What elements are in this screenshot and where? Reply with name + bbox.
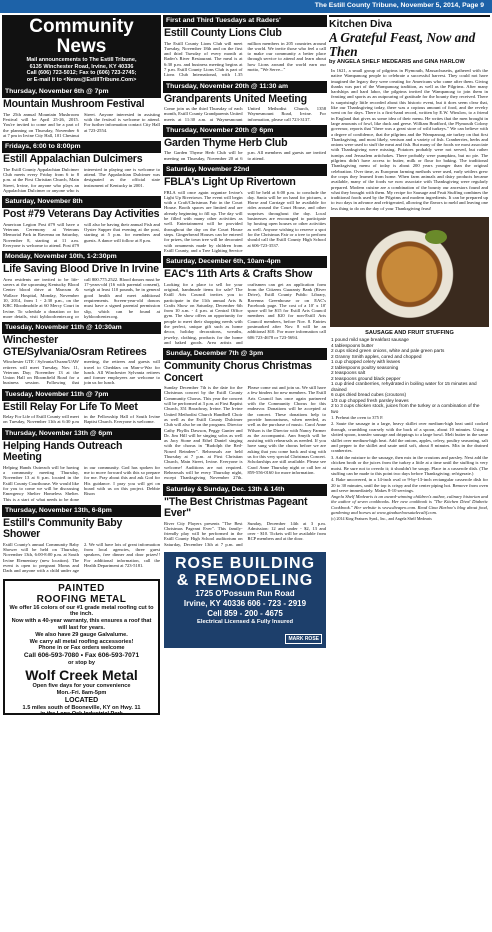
announcement [163, 15, 327, 81]
date-bar: Thursday, November 13th, 6-8pm [2, 505, 161, 517]
date-bar: Fridays, 6:00 to 8:00pm [2, 141, 161, 153]
announcement [163, 125, 327, 164]
announcement-body: Estill County's annual Community Baby Shower will be held on Thursday, November 13th, 6:00-8:00 p.m. at South Irvine Elementary (new location). The event is open to pregnant Moms and Dads and anyone with a child under age 2. We will have lots of great information from local agencies, three guest speakers, free dinner and door prizes!! For additional information, call the Health Department at 723-5181. [3, 541, 160, 574]
announcement-body: Come join us the third Thursday of each month, Estill County Grandparents United meets at 11:30 a.m. at Waynesmount United Methodist Church, 1358 Waynesmount Road, Irvine. For information, please call 723-3137. [164, 106, 326, 122]
stuffing-photo [330, 217, 489, 327]
ad-line: Open five days for your convenience [32, 683, 131, 690]
announcement-headline: Estill Relay For Life To Meet [3, 400, 138, 413]
ad-line: or stop by [67, 660, 96, 667]
recipe [329, 330, 490, 494]
announcement [163, 484, 327, 550]
ingredient: 2 cups sliced green onions, white and pale green parts [331, 348, 445, 354]
announcement-headline: Garden Thyme Herb Club [164, 136, 288, 149]
author-bio: Angela Shelf Medearis is an award-winning children's author, culinary historian and the author of seven cookbooks. Her new cookbook is "The Kitchen Diva! Diabetic Cookbook." Her website is www.divapro.com. Read Gina Harlow's blog about food, gardening and horses at www.ginaharlowsatalecalif.com. [331, 493, 488, 515]
announcement-headline: Life Saving Blood Drive In Irvine [3, 263, 159, 276]
ad-line: We offer 16 colors of our #1 grade metal roofing cut to the inch. [9, 604, 154, 618]
announcement-headline: Mountain Mushroom Festival [3, 98, 145, 111]
ad-company-name: Wolf Creek Metal [25, 667, 138, 684]
ad-license: Electrical Licensed & Fully Insured [196, 619, 293, 626]
announcement [2, 389, 161, 428]
ingredient: 2 Granny Smith apples, cored and chopped [331, 353, 422, 359]
recipe-steps [331, 415, 488, 494]
column-title: Kitchen Diva [329, 19, 392, 30]
copyright: (c) 2014 King Features Synd., Inc., and Angela Shelf Medearis [331, 516, 432, 522]
announcement-body: Sunday December 7th is the date for the Christmas concert by the Estill County Community Chorus. This year the concert will be performed at 3 p.m. at First Baptist Church, 351 Broadway, Irvine. The Irvine United Methodist Church Handbell Choir as well as the Estill County Dulcimer Club will also be on the program. Director Cathy Phyllis Dawson, Peggy Gunter and Dr. Jim Hill will be singing solos as well as Jacy Stone and Ethel Daniel singing with the chorus in "Rudolph the Red-Nosed Reindeer". Rehearsals are held Thursday at 7 p.m. at First Christian Church, Main Street, Irvine. Everyone is welcome! Auditions are not required. Rehearsals will be every Thursday night, except Thanksgiving November 27th. Please come out and join us. We still have a few binders for new members. The Estill Arts Council has once again partnered with the Community Chorus for this endeavor. Donations will be accepted at the concert. These donations help to provide honorariums, when needed, as well as the purchase of music. Carol Anne Wilson is the Director with Nancy Farmer as the accompanist. Ann Smyth will be assisting with rehearsals as needed. If you have sung with the chorus before we are asking that you come back and sing with us for this very special Christmas Concert. Scholarships are still available. Please see Carol Anne Thursday night or call her at 859-556-0160 for more information. [164, 385, 326, 481]
recipe-step: 3. Add the mixture to the sausage, then mix in the croutons and parsley. Next add the chicken broth or the juices from the turkey a little at a time until the stuffing is very moist. Be sure not to overdo it; it shouldn't be soupy. Place in a casserole dish. (The stuffing can be made to this point two days before Thanksgiving; refrigerate.) [331, 454, 488, 477]
ingredient: 6 cups dried bread cubes (croutons) [331, 392, 407, 398]
announcement-body: The 25th annual Mountain Mushroom Festival will be April 25-26, 2015. You're invited to come and be a part of the planning on Thursday, November 6 at 7 pm in Irvine City Hall, 101 Chestnut Street. Anyone interested in assisting with the festival is welcome to attend. For further information contact City Hall at 723-2554. [3, 111, 160, 139]
recipe-step: 4. Bake uncovered, in a 14-inch oval or 9-by-13-inch rectangular casserole dish for 20 to 30 minutes, until the top is crispy and the center piping hot. Remove from oven and serve immediately. Makes 8-10 servings. [331, 477, 488, 494]
ad-located: LOCATED [64, 696, 99, 704]
announcement-body: Relay For Life of Estill County will meet on Tuesday, November 11th at 6:30 p.m in the Fellowship Hall of South Irvine Baptist Church. Everyone is welcome. [3, 414, 160, 425]
ingredient: 2 tablespoons poultry seasoning [331, 364, 399, 370]
ad-phone: Call 606-593-7080 • Fax 606-593-7071 [23, 652, 140, 660]
recipe-step: 1. Preheat the oven to 375 F. [331, 415, 384, 421]
date-bar: Tuesday, November 11th @ 10:30am [2, 322, 161, 334]
ad-cell: Cell 859 - 200 - 4675 [207, 609, 283, 619]
announcement [2, 196, 161, 251]
ad-headline-1: PAINTED [58, 582, 105, 594]
announcement-headline: EAC's 11th Arts & Crafts Show [164, 268, 313, 281]
announcement [2, 505, 161, 577]
announcement-headline: Community Chorus Christmas Concert [164, 360, 312, 384]
mast-line-1: Mail announcements to The Estill Tribune, [26, 57, 137, 63]
announcement-body: Helping Hands Outreach will be having a community meeting Thursday, November 13 at 6 p.m. located in the Estill County Courthouse. We would like for you to come we will be discussing Emergency Shelter Homeless Shelter. This is a start of what needs to be done in our community. God has spoken for me to move forward with this so prepare for me. Pray about this and ask God for His guidance. I pray you will get on board with us on this project. Debbie Rison [3, 464, 160, 502]
date-bar: Thursday, November 20th @ 11:30 am [163, 81, 327, 93]
kitchen-diva-article [329, 15, 490, 214]
ad-owner-logo: MARK ROSE [285, 634, 322, 644]
column-middle [163, 15, 327, 927]
date-bar: Tuesday, November 11th @ 7pm [2, 389, 161, 401]
ingredient: 2 teaspoons ground black pepper [331, 375, 401, 381]
ad-name-2: & REMODELING [176, 572, 314, 590]
ad-address: 1725 O'Possum Run Road [195, 589, 295, 599]
ingredient: 1 cup dried cranberries, rehydrated in boiling water for 15 minutes and drained [331, 381, 477, 392]
announcement-body: Looking for a place to sell for your original, handmade items for sale? The Estill Arts Council invites you to participate in the 11th annual Arts & Crafts Show on Saturday, December 6th from 10 a.m. - 4 p.m. at Central Office gym. The show offers an opportunity for people to meet their shopping needs with the perfect, unique gift such as home decor, holiday decorations, wreaths, jewelry, clothing, products for the home and baked goods. Area artists and craftsmen can get an application form from the Citizens Guaranty Bank (River Drive), Estill County Public Library, Ravenna Greenhouse or on EAC's Facebook page. The cost of a 10' x 10' space will be $15 for Estill Arts Council members and $20 for non-Estill Arts Council members, before Nov. 8. Entries postmarked after Nov. 8 will be an additional $10. For more information call 606 723-4678 or 723-5694. [164, 281, 326, 345]
recipe-step: 2. Saute the sausage in a large, heavy skillet over medium-high heat until cooked through, crumbling coarsely with the back of a spoon, about 10 minutes. Using a slotted spoon, transfer sausage and drippings to a large bowl. Melt butter in the same skillet over medium-high heat. Add the onions, apples, celery, poultry seasoning, salt and pepper to the skillet and saute until soft, about 8 minutes. Mix in the drained cranberries. [331, 421, 488, 454]
ingredient: 4 tablespoons butter [331, 342, 374, 348]
mast-line-3: Call (606) 723-5012; Fax to (606) 723-2745; [26, 70, 137, 77]
recipe-title: SAUSAGE AND FRUIT STUFFING [365, 330, 454, 337]
community-news-masthead [2, 15, 161, 86]
announcement-headline: Estill's Community Baby Shower [3, 516, 123, 541]
ad-line: We also have 29 gauge Galvalume. [35, 631, 128, 638]
ad-name: ROSE BUILDING [174, 555, 316, 573]
article-headline: A Grateful Feast, Now and Then [329, 30, 476, 59]
announcements-left [2, 86, 161, 576]
byline: by ANGELA SHELF MEDEARIS and GINA HARLOW [329, 59, 465, 65]
ad-line: 1.5 miles south of Booneville, KY on Hwy. 11 [22, 704, 141, 711]
announcement-headline: Helping Hands Outreach Meeting [3, 439, 123, 464]
announcement [2, 428, 161, 505]
ad-line: in the Lone Oak Industrial Park [40, 711, 123, 718]
announcement [163, 81, 327, 125]
ad-line: Now with a 40-year warranty, this ensures a roof that will last for years. [11, 618, 152, 632]
announcement [163, 256, 327, 348]
announcement-body: Winchester GTE / Sylvania/Osram/UAW retirees will meet Tuesday, Nov. 11, Veterans Day; November 13 at the Union Hall on Bloomfield Road for a business session. Following that meeting, the retirees and guests will travel to Cheddars on Man-o-War for lunch. All Winchester Sylvania retirees and former employees are welcome to join us for lunch. [3, 359, 160, 386]
running-header: The Estill County Tribune, November 5, 2014, Page 9 [0, 0, 492, 13]
announcement-headline: Estill County Lions Club [164, 27, 282, 39]
date-bar: Thursday, November 6th @ 7pm [2, 86, 161, 98]
mast-line-4: or E-mail it to <News@EstillTribune.Com> [26, 76, 137, 83]
article-body: In 1621, a small group of pilgrims in Plymouth, Massachusetts, gathered with the native Wampanoag people to celebrate a successful harvest. They could not have imagined the legacy they were creating for Americans who came after them. Giving thanks was part of the Wampanoag tradition, as well as the Pilgrims. After many hardships and hard labor, the pilgrims invited the Wampanoag to join them in feasting and sports as an outpouring of gratitude for the bounty they received. There is surprisingly little recorded about this historic event, but it does seem clear that, like our Thanksgiving today, there was a copious amount of food, and the revelry went on for days. There is a first-hand record, written by E.W. Winslow, to a friend in England that gives us some idea of their menu. He writes that the men brought in large amounts of fowl, like duck and geese. William Bradford, the Plymouth Colony governor, reports that "there was a great store of wild turkeys." We can believe with a degree of confidence, that the pilgrims and the Wampanoag ate turkey on that first Thanksgiving, and most likely, venison and a variety of fish. Cranberries, herbs and onions were used to stuff the meat and fish. But many of the foods we most associate with Thanksgiving were missing. Potatoes probably were not served, but rather turnips and Jerusalem artichokes. There probably were pumpkins, but no pie. The pilgrims didn't have access to butter, milk or flour for baking. The traditional Thanksgiving menu of today is about 200 years younger than the original celebration. Over time, as European farming methods were used, early settlers grew the crops they learned from home. When farm animals and dairy products became available, many of the foods we now associate with Thanksgiving were regularly prepared. Modern cuisine are a combination of the bounty our ancestors found and what they brought with them. My recipe for Sausage and Fruit Stuffing combines the traditional foods used by the Pilgrims and modern ingredients. It can be prepared up to two days in advance and refrigerated, allowing the flavors to meld and leaving one less thing to do on the day of your Thanksgiving feast! [331, 68, 488, 211]
ad-city-phone: Irvine, KY 40336 606 - 723 - 2919 [183, 599, 307, 609]
announcement-body: River City Players presents "The Best Christmas Pageant Ever". This family-friendly play will be performed in the Estill County High School auditorium on Saturday, December 13th at 7 p.m. and Sunday, December 14th at 3 p.m. Admission: 12 and under - $2, 13 and over - $10. Tickets will be available from RCP members and at the door. [164, 520, 326, 547]
section-title: Community News [29, 16, 134, 57]
announcement-headline: Estill Appalachian Dulcimers [3, 153, 143, 166]
announcement [2, 322, 161, 388]
announcement-body: FBLA will once again organize Irvine's Light Up Rivertown. The event will begin with a Craft/Christmas Fair in the Court House. Booth spaces are limited and are already beginning to fill up. The day will be filled with many other activities as well. Entertainment will be provided throughout the day on the Court House steps. Gingerbread Houses can be entered for prizes, the town tree will be decorated with ornaments made by children from Estill County, and a Tree Lighting Service will be held at 6:00 p.m. to conclude the day. Santa will be on hand for pictures, a Horse and Carriage will be available for rides around the Court House, and other surprises throughout the day. Local businesses are encouraged to participate by hosting open houses or other activities as well. Anyone wishing to reserve a spot for the Christmas Fair or a tree to perform should call the Estill County High School at 606-723-3537. [164, 189, 326, 253]
announcement-headline: Winchester GTE/Sylvania/Osram Retirees [3, 334, 147, 358]
announcement-body: The Estill County Lions Club will meet Tuesday, November 18th and on the first and third Tuesday of every month at Rader's River Restaurant. The meal is at 6:30 p.m. and business meeting begins at 7 p.m. Estill County Lions Club is part of Lions Club International, with 1.35 million members in 205 countries around the world. We invite those who feel a call to make our community a better place through service to attend and learn about how Lions around the world earn our motto, "We Serve..." [164, 40, 326, 78]
announcements-middle [163, 15, 327, 550]
ingredient-list [331, 337, 488, 414]
ingredient: 1 pound mild sage breakfast sausage [331, 337, 409, 343]
ad-hours: Mon.-Fri. 8am-5pm [56, 689, 107, 696]
ad-line: We carry all metal roofing accessories! [29, 638, 134, 645]
announcement-headline: Post #79 Veterans Day Activities [3, 208, 160, 221]
announcement-headline: FBLA's Light Up Rivertown [164, 176, 296, 189]
date-bar: Sunday, December 7th @ 3pm [163, 348, 327, 360]
ad-line: Phone in or Fax orders welcome [38, 645, 125, 652]
announcement-body: American Legion Post #79 will have a Veterans Ceremony at Veterans Memorial Park in Ravenna on Saturday, November 8, starting at 11 a.m. Everyone is welcome to attend. Post #79 will also be having their annual Fish and Oyster Supper that evening at the post, starting at 5 p.m. for members and guests. A dance will follow at 8 p.m. [3, 221, 160, 249]
ad-headline-2: ROOFING METAL [36, 593, 127, 605]
date-bar: Saturday, November 22nd [163, 164, 327, 176]
announcement-body: The Estill County Appalachian Dulcimer Club meets every Friday from 6 to 8 p.m. at the First Christian Church, Main Street, Irvine, for anyone who plays an Appalachian Dulcimer or anyone who is interested in playing one is welcome to attend. The Appalachian Dulcimer was designated as the official state instrument of Kentucky in 2001. [3, 166, 160, 194]
announcement-headline: Grandparents United Meeting [164, 92, 307, 105]
announcement-body: The Garden Thyme Herb Club will be meeting on Thursday, November 20 at 6 p.m. All members and guests are invited to attend. [164, 150, 326, 161]
ingredient: 2 to 3 cups chicken stock, juices from the turkey or a combination of the two [331, 403, 480, 414]
column-left [2, 15, 161, 927]
announcement [163, 348, 327, 483]
date-bar: Saturday & Sunday, Dec. 13th & 14th [163, 484, 327, 496]
announcement [2, 251, 161, 322]
date-bar: Thursday, November 20th @ 6pm [163, 125, 327, 137]
ingredient: 1/3 cup chopped fresh parsley leaves [331, 397, 409, 403]
announcement [2, 141, 161, 196]
date-bar: Saturday, December 6th, 10am-4pm [163, 256, 327, 268]
announcement-body: Area residents are invited to be life-savers at the upcoming Kentucky Blood Center blood drive at Marcum & Wallace Hospital, Monday, November 10, 2014, from 1 - 2:30 p.m., on the KBC Bloodmobile at 60 Mercy Court in Irvine. To schedule a donation or for more details, visit kybloodcenter.org or call 800.775.2522. Blood donors must be 17-years-old (16 with parental consent), weigh at least 110 pounds, be in general good health and meet additional requirements. Screen-year-old donors must have a signed parental permission slip, which can be found at kybloodcenter.org. [3, 276, 160, 319]
ingredient: 2 teaspoons salt [331, 370, 366, 376]
column-right [329, 15, 490, 927]
rose-building-ad [164, 552, 326, 648]
date-bar: Thursday, November 13th @ 6pm [2, 428, 161, 440]
ingredient: 1 cup chopped celery with leaves [331, 359, 401, 365]
date-bar: First and Third Tuesdays at Raders' [163, 15, 327, 27]
date-bar: Saturday, November 8th [2, 196, 161, 208]
date-bar: Monday, November 10th, 1-2:30pm [2, 251, 161, 263]
announcement [163, 164, 327, 256]
wolf-creek-metal-ad [3, 579, 160, 718]
mast-line-2: 6135 Winchester Road, Irvine, KY 40336 [29, 63, 134, 70]
announcement-headline: "The Best Christmas Pageant Ever" [164, 495, 308, 520]
announcement [2, 86, 161, 141]
